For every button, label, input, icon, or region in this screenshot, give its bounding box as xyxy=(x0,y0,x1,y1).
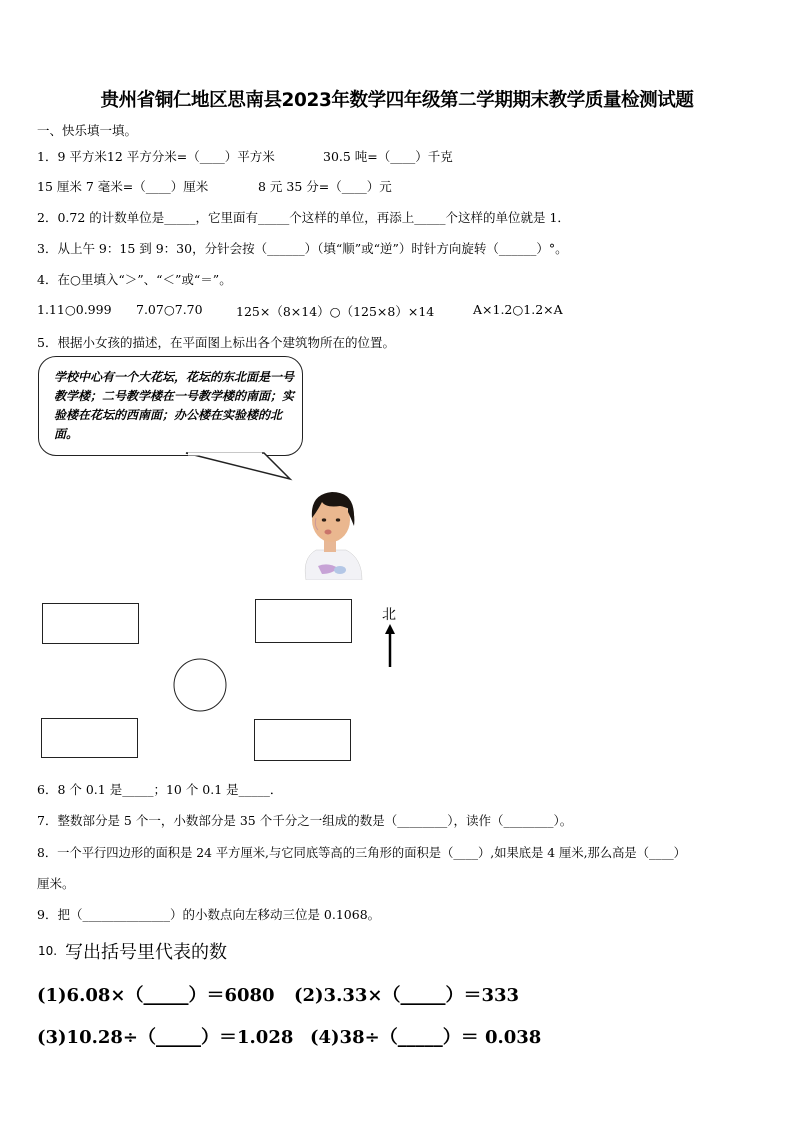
north-label: 北 xyxy=(382,607,396,623)
question-3: 3．从上午 9：15 到 9：30，分针会按（______）（填“顺”或“逆”）时针方向旋转（______）°。 xyxy=(37,241,568,256)
page-title: 贵州省铜仁地区思南县2023年数学四年级第二学期期末教学质量检测试题 xyxy=(100,90,694,111)
question-9: 9．把（______________）的小数点向左移动三位是 0.1068。 xyxy=(37,907,381,922)
compare-item-1: 1.11○0.999 xyxy=(37,302,112,317)
question-1b: 30.5 吨=（____）千克 xyxy=(323,149,453,164)
question-10-heading: 写出括号里代表的数 xyxy=(65,942,227,963)
compare-item-2: 7.07○7.70 xyxy=(136,302,203,317)
speech-bubble-tail xyxy=(180,450,300,482)
compare-item-4: A×1.2○1.2×A xyxy=(473,302,563,317)
equation-3: (3)10.28÷（_____）＝1.028 xyxy=(37,1027,294,1048)
bubble-text: 学校中心有一个大花坛，花坛的东北面是一号教学楼；二号教学楼在一号教学楼的南面；实验楼在花坛的西南面；办公楼在实验楼的北面。 xyxy=(54,370,295,441)
question-1a: 1．9 平方米12 平方分米=（____）平方米 xyxy=(37,149,275,164)
question-5: 5．根据小女孩的描述，在平面图上标出各个建筑物所在的位置。 xyxy=(37,335,395,350)
question-1c: 15 厘米 7 毫米=（____）厘米 xyxy=(37,179,209,194)
equation-4: (4)38÷（_____）＝ 0.038 xyxy=(310,1027,542,1048)
question-2: 2．0.72 的计数单位是_____，它里面有_____个这样的单位，再添上_____个这样的单位就是 1． xyxy=(37,210,570,225)
question-4: 4．在○里填入“＞”、“＜”或“＝”。 xyxy=(37,272,232,287)
question-7: 7．整数部分是 5 个一，小数部分是 35 个千分之一组成的数是（________），读作（________）。 xyxy=(37,813,573,828)
question-1d: 8 元 35 分=（____）元 xyxy=(258,179,392,194)
question-8-line2: 厘米。 xyxy=(37,876,75,891)
question-8-line1: 8．一个平行四边形的面积是 24 平方厘米,与它同底等高的三角形的面积是（____）,如果底是 4 厘米,那么高是（____） xyxy=(37,846,686,860)
question-6: 6．8 个 0.1 是_____；10 个 0.1 是_____． xyxy=(37,782,283,797)
question-10-number: 10. xyxy=(38,944,58,958)
flower-bed-circle xyxy=(171,656,229,714)
map-box-northeast[interactable] xyxy=(255,599,352,643)
map-box-southeast[interactable] xyxy=(254,719,351,761)
north-arrow-icon xyxy=(383,624,397,668)
map-box-northwest[interactable] xyxy=(42,603,139,644)
compare-item-3: 125×（8×14）○（125×8）×14 xyxy=(236,304,435,319)
equation-1: (1)6.08×（_____）＝6080 xyxy=(37,985,275,1006)
section-heading: 一、快乐填一填。 xyxy=(37,123,138,138)
map-box-southwest[interactable] xyxy=(41,718,138,758)
girl-illustration xyxy=(292,486,370,580)
equation-2: (2)3.33×（_____）＝333 xyxy=(294,985,520,1006)
